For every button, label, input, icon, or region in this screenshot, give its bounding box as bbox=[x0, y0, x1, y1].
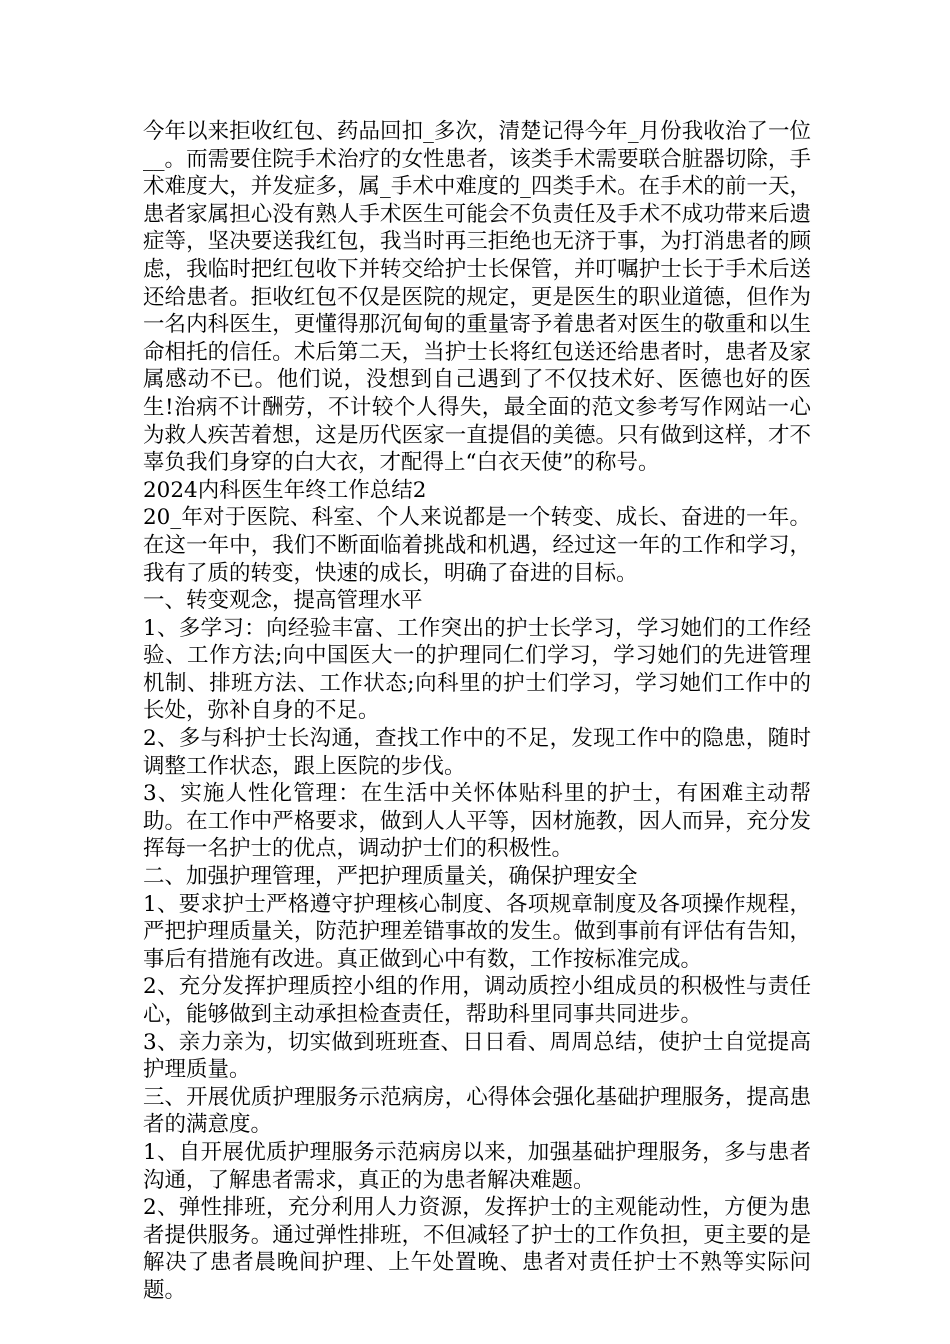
heading-quality-service-ward: 三、开展优质护理服务示范病房，心得体会强化基础护理服务，提高患者的满意度。 bbox=[143, 1084, 811, 1138]
paragraph-quality-control-group: 2、充分发挥护理质控小组的作用，调动质控小组成员的积极性与责任心，能够做到主动承担检查责任，帮助科里同事共同进步。 bbox=[143, 974, 811, 1027]
paragraph-basic-nursing: 1、自开展优质护理服务示范病房以来，加强基础护理服务，多与患者沟通，了解患者需求，真正的为患者解决难题。 bbox=[143, 1139, 811, 1193]
paragraph-flexible-scheduling: 2、弹性排班，充分利用人力资源，发挥护士的主观能动性，方便为患者提供服务。通过弹性排班，不但减轻了护士的工作负担，更主要的是解决了患者晨晚间护理、上午处置晚、患者对责任护士不熟等实际问题。 bbox=[143, 1195, 811, 1303]
paragraph-humanized-management: 3、实施人性化管理：在生活中关怀体贴科里的护士，有困难主动帮助。在工作中严格要求，做到人人平等，因材施教，因人而异，充分发挥每一名护士的优点，调动护士们的积极性。 bbox=[143, 781, 811, 862]
heading-change-concepts: 一、转变观念，提高管理水平 bbox=[143, 588, 423, 614]
paragraph-year-intro: 20_年对于医院、科室、个人来说都是一个转变、成长、奋进的一年。在这一年中，我们不断面临着挑战和机遇，经过这一年的工作和学习，我有了质的转变，快速的成长，明确了奋进的目标。 bbox=[143, 505, 811, 586]
document-body bbox=[143, 118, 811, 1305]
section-heading-2024-summary-2: 2024内科医生年终工作总结2 bbox=[143, 477, 427, 503]
paragraph-strict-rules: 1、要求护士严格遵守护理核心制度、各项规章制度及各项操作规程，严把护理质量关，防范护理差错事故的发生。做到事前有评估有告知，事后有措施有改进。真正做到心中有数，工作按标准完成。 bbox=[143, 891, 811, 972]
paragraph-red-envelope-refusal: 今年以来拒收红包、药品回扣_多次，清楚记得今年_月份我收治了一位__。而需要住院手术治疗的女性患者，该类手术需要联合脏器切除，手术难度大，并发症多，属_手术中难度的_四类手术。在手术的前一天，患者家属担心没有熟人手术医生可能会不负责任及手术不成功带来后遗症等，坚决要送我红包，我当时再三拒绝也无济于事，为打消患者的顾虑，我临时把红包收下并转交给护士长保管，并叮嘱护士长于手术后送还给患者。拒收红包不仅是医院的规定，更是医生的职业道德，但作为一名内科医生，更懂得那沉甸甸的重量寄予着患者对医生的敬重和以生命相托的信任。术后第二天，当护士长将红包送还给患者时，患者及家属感动不已。他们说，没想到自己遇到了不仅技术好、医德也好的医生!治病不计酬劳，不计较个人得失，最全面的范文参考写作网站一心为救人疾苦着想，这是历代医家一直提倡的美德。只有做到这样，才不辜负我们身穿的白大衣，才配得上“白衣天使”的称号。 bbox=[143, 119, 811, 476]
paragraph-learn-more: 1、多学习：向经验丰富、工作突出的护士长学习，学习她们的工作经验、工作方法;向中国医大一的护理同仁们学习，学习她们的先进管理机制、排班方法、工作状态;向科里的护士们学习，学习她们工作中的长处，弥补自身的不足。 bbox=[143, 615, 811, 724]
paragraph-hands-on: 3、亲力亲为，切实做到班班查、日日看、周周总结，使护士自觉提高护理质量。 bbox=[143, 1029, 811, 1083]
heading-strengthen-nursing: 二、加强护理管理，严把护理质量关，确保护理安全 bbox=[143, 864, 638, 890]
paragraph-communicate: 2、多与科护士长沟通，查找工作中的不足，发现工作中的隐患，随时调整工作状态，跟上医院的步伐。 bbox=[143, 726, 811, 779]
